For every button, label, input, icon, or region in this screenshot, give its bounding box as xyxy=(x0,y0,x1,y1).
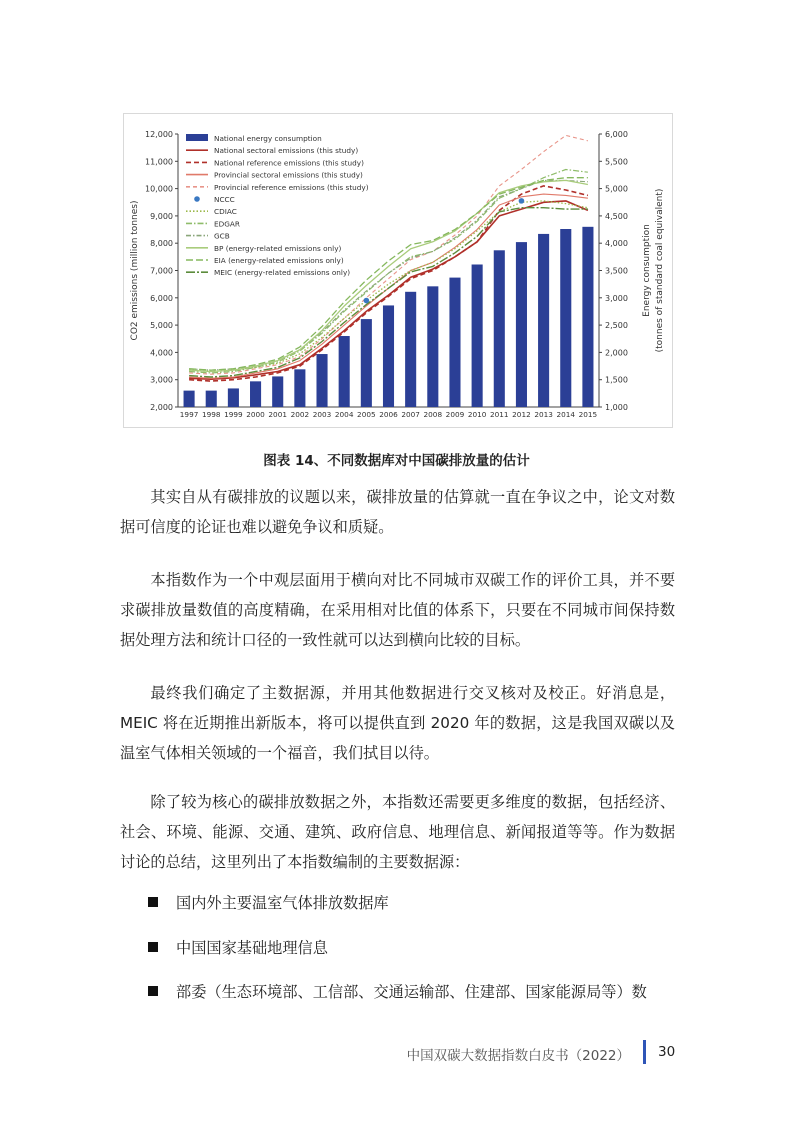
y2-tick-label: 4,500 xyxy=(605,211,628,221)
energy-bar xyxy=(184,391,195,407)
bullet-text: 中国国家基础地理信息 xyxy=(176,939,328,957)
nccc-point xyxy=(364,298,370,304)
legend-swatch-point xyxy=(194,196,200,202)
x-tick-label: 1997 xyxy=(179,410,199,419)
energy-bar xyxy=(383,305,394,407)
legend-label: National energy consumption xyxy=(214,134,322,143)
y-tick-label: 11,000 xyxy=(145,157,173,167)
x-tick-label: 2015 xyxy=(578,410,598,419)
figure-frame xyxy=(123,113,673,428)
legend-label: EIA (energy-related emissions only) xyxy=(214,256,344,265)
y2-tick-label: 2,500 xyxy=(605,321,628,331)
x-tick-label: 1999 xyxy=(224,410,243,419)
y2-tick-label: 5,500 xyxy=(605,157,628,167)
bullet-item xyxy=(148,933,328,963)
x-tick-label: 2014 xyxy=(556,410,576,419)
legend-label: CDIAC xyxy=(214,207,237,217)
energy-bar xyxy=(206,391,217,407)
paragraph-3: 最终我们确定了主数据源，并用其他数据进行交叉核对及校正。好消息是，MEIC 将在近期推出新版本，将可以提供直到 2020 年的数据，这是我国双碳以及温室气体相关领域的一个福音，我们拭目以待。 xyxy=(120,684,675,762)
energy-bar xyxy=(560,229,571,407)
y-tick-label: 8,000 xyxy=(150,239,173,249)
y2-axis-title-line2: (tonnes of standard coal equivalent) xyxy=(655,188,665,353)
square-bullet-icon xyxy=(148,942,158,952)
x-tick-label: 2003 xyxy=(312,410,332,419)
energy-bar xyxy=(449,278,460,407)
figure-caption: 图表 14、不同数据库对中国碳排放量的估计 xyxy=(263,453,530,469)
y-tick-label: 9,000 xyxy=(150,211,173,221)
legend-label: MEIC (energy-related emissions only) xyxy=(214,268,351,278)
paragraph-1: 其实自从有碳排放的议题以来，碳排放量的估算就一直在争议之中，论文对数据可信度的论证也难以避免争议和质疑。 xyxy=(120,488,675,536)
energy-bar xyxy=(228,388,239,407)
energy-bar xyxy=(516,242,527,407)
energy-bar xyxy=(472,264,483,407)
square-bullet-icon xyxy=(148,986,158,996)
y2-tick-label: 1,500 xyxy=(605,375,628,385)
legend-label: BP (energy-related emissions only) xyxy=(214,243,342,253)
y2-tick-label: 5,000 xyxy=(605,184,628,194)
y2-tick-label: 6,000 xyxy=(605,130,628,139)
x-tick-label: 2007 xyxy=(401,410,420,419)
legend-label: NCCC xyxy=(214,195,235,204)
y2-tick-label: 4,000 xyxy=(605,239,628,249)
x-tick-label: 2002 xyxy=(290,410,310,419)
y-tick-label: 4,000 xyxy=(150,348,173,358)
emissions-chart xyxy=(124,114,672,427)
energy-bar xyxy=(361,319,372,407)
page-number: 30 xyxy=(658,1044,676,1060)
x-tick-label: 2000 xyxy=(246,410,265,419)
x-tick-label: 2005 xyxy=(357,410,376,419)
x-tick-label: 2011 xyxy=(490,410,509,419)
y-tick-label: 2,000 xyxy=(150,403,173,412)
energy-bar xyxy=(250,381,261,407)
nccc-point xyxy=(519,198,525,204)
legend-label: EDGAR xyxy=(214,219,240,229)
energy-bar xyxy=(494,250,505,407)
y2-tick-label: 2,000 xyxy=(605,348,628,358)
y-tick-label: 3,000 xyxy=(150,375,173,385)
x-tick-label: 2013 xyxy=(534,410,553,419)
legend-label: National sectoral emissions (this study) xyxy=(214,146,359,156)
x-tick-label: 2004 xyxy=(334,410,354,419)
square-bullet-icon xyxy=(148,897,158,907)
y2-tick-label: 1,000 xyxy=(605,403,628,412)
x-tick-label: 2009 xyxy=(445,410,465,419)
legend-label: Provincial reference emissions (this study) xyxy=(214,182,369,192)
paragraph-2: 本指数作为一个中观层面用于横向对比不同城市双碳工作的评价工具，并不要求碳排放量数值的高度精确，在采用相对比值的体系下，只要在不同城市间保持数据处理方法和统计口径的一致性就可以达到横向比较的目标。 xyxy=(120,571,675,649)
legend-label: GCB xyxy=(214,231,230,241)
y-axis-title: CO2 emissions (million tonnes) xyxy=(130,200,140,341)
energy-bar xyxy=(316,354,327,407)
bullet-text: 部委（生态环境部、工信部、交通运输部、住建部、国家能源局等）数 xyxy=(176,983,647,1001)
x-tick-label: 2010 xyxy=(467,410,487,419)
bullet-item xyxy=(148,977,647,1007)
y-tick-label: 7,000 xyxy=(150,266,173,276)
y2-axis-title-line1: Energy consumption xyxy=(642,224,652,317)
y2-tick-label: 3,500 xyxy=(605,266,628,276)
legend-swatch-bar xyxy=(186,134,208,141)
bullet-item xyxy=(148,888,389,918)
energy-bar xyxy=(272,376,283,407)
energy-bar xyxy=(538,234,549,407)
energy-bar xyxy=(339,336,350,407)
energy-bar xyxy=(427,286,438,407)
footer-divider xyxy=(643,1040,646,1064)
legend-label: Provincial sectoral emissions (this study) xyxy=(214,170,363,180)
y-tick-label: 5,000 xyxy=(150,321,173,331)
x-tick-label: 1998 xyxy=(201,410,221,419)
paragraph-4: 除了较为核心的碳排放数据之外，本指数还需要更多维度的数据，包括经济、社会、环境、能源、交通、建筑、政府信息、地理信息、新闻报道等等。作为数据讨论的总结，这里列出了本指数编制的主要数据源： xyxy=(120,793,675,871)
energy-bar xyxy=(582,227,593,407)
x-tick-label: 2001 xyxy=(268,410,287,419)
bullet-text: 国内外主要温室气体排放数据库 xyxy=(176,894,389,912)
y-tick-label: 10,000 xyxy=(145,184,173,194)
y-tick-label: 12,000 xyxy=(145,130,173,139)
energy-bar xyxy=(294,369,305,407)
x-tick-label: 2012 xyxy=(512,410,531,419)
y2-tick-label: 3,000 xyxy=(605,293,628,303)
x-tick-label: 2006 xyxy=(379,410,398,419)
x-tick-label: 2008 xyxy=(423,410,443,419)
legend-label: National reference emissions (this study) xyxy=(214,158,364,168)
footer-title: 中国双碳大数据指数白皮书（2022） xyxy=(406,1048,630,1064)
energy-bar xyxy=(405,292,416,407)
y-tick-label: 6,000 xyxy=(150,293,173,303)
